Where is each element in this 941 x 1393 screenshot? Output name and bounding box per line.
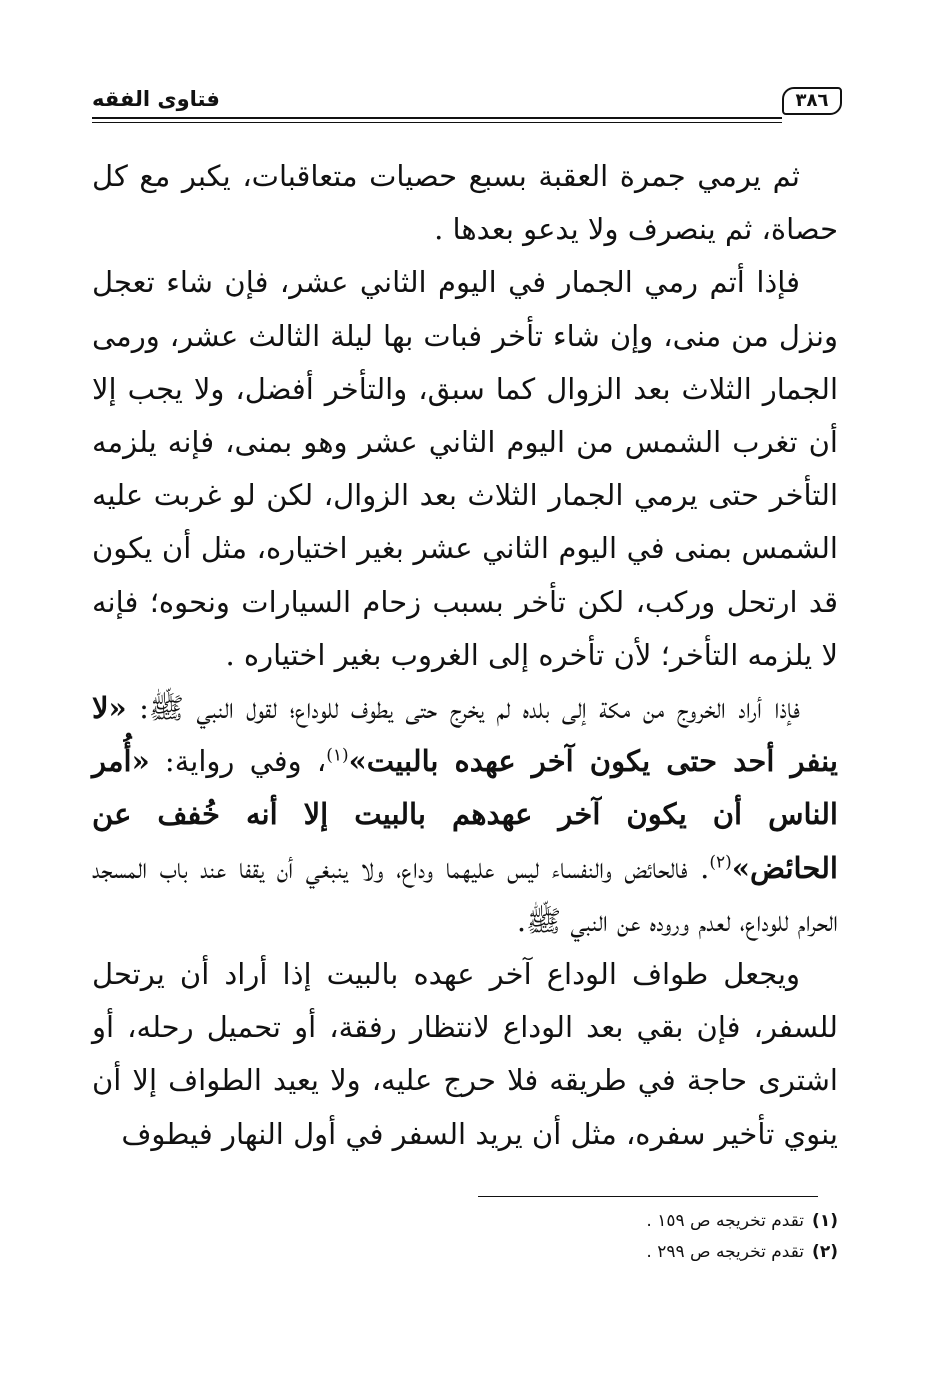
footnotes <box>92 1206 838 1268</box>
paragraph-3-text-3: . فالحائض والنفساء ليس عليهما وداع، ولا ينبغي أن يقفا عند باب المسجد الحرام للوداع، لعدم وروده عن النبي ﷺ. <box>92 850 838 938</box>
paragraph-1: ثم يرمي جمرة العقبة بسبع حصيات متعاقبات، يكبر مع كل حصاة، ثم ينصرف ولا يدعو بعدها . <box>92 159 838 247</box>
footnote-separator <box>478 1196 818 1197</box>
paragraph-4: ويجعل طواف الوداع آخر عهده بالبيت إذا أراد أن يرتحل للسفر، فإن بقي بعد الوداع لانتظار رفقة، أو تحميل رحله، أو اشترى حاجة في طريقه فلا حرج عليه، ولا يعيد الطواف إلا أن ينوي تأخير سفره، مثل أن يريد السفر في أول النهار فيطوف <box>92 957 838 1151</box>
page-number-frame <box>778 85 842 115</box>
footnote-1-number: (١) <box>812 1211 838 1231</box>
main-text <box>92 150 838 1161</box>
book-title: فتاوى الفقه <box>92 87 220 111</box>
footnote-2-number: (٢) <box>812 1242 838 1262</box>
paragraph-3-text-2: ، وفي رواية: <box>149 744 327 779</box>
footnote-2 <box>92 1237 838 1268</box>
paragraph-3-text-1: فإذا أراد الخروج من مكة إلى بلده لم يخرج حتى يطوف للوداع؛ لقول النبي ﷺ: <box>126 691 800 726</box>
header-rule <box>92 117 782 123</box>
footnote-ref-1: (١) <box>326 745 349 766</box>
running-header <box>92 85 842 135</box>
paragraph-2: فإذا أتم رمي الجمار في اليوم الثاني عشر، فإن شاء تعجل ونزل من منى، وإن شاء تأخر فبات بها ليلة الثالث عشر، ورمى الجمار الثلاث بعد الزوال كما سبق، والتأخر أفضل، ولا يجب إلا أن تغرب الشمس من اليوم الثاني عشر وهو بمنى، فإنه يلزمه التأخر حتى يرمي الجمار الثلاث بعد الزوال، لكن لو غربت عليه الشمس بمنى في اليوم الثاني عشر بغير اختياره، مثل أن يكون قد ارتحل وركب، لكن تأخر بسبب زحام السيارات ونحوه؛ فإنه لا يلزمه التأخر؛ لأن تأخره إلى الغروب بغير اختياره . <box>92 265 838 672</box>
paragraph-3 <box>92 682 838 948</box>
footnote-2-text: تقدم تخريجه ص ٢٩٩ . <box>646 1242 805 1262</box>
page-number: ٣٨٦ <box>782 87 842 115</box>
footnote-ref-2: (٢) <box>709 851 732 872</box>
footnote-1-text: تقدم تخريجه ص ١٥٩ . <box>646 1211 805 1231</box>
hadith-quote-2: «أُمر الناس أن يكون آخر عهدهم بالبيت إلا أنه خُفف عن الحائض» <box>92 744 838 885</box>
footnote-1 <box>92 1206 838 1237</box>
hadith-quote-1: «لا ينفر أحد حتى يكون آخر عهده بالبيت» <box>92 691 838 779</box>
